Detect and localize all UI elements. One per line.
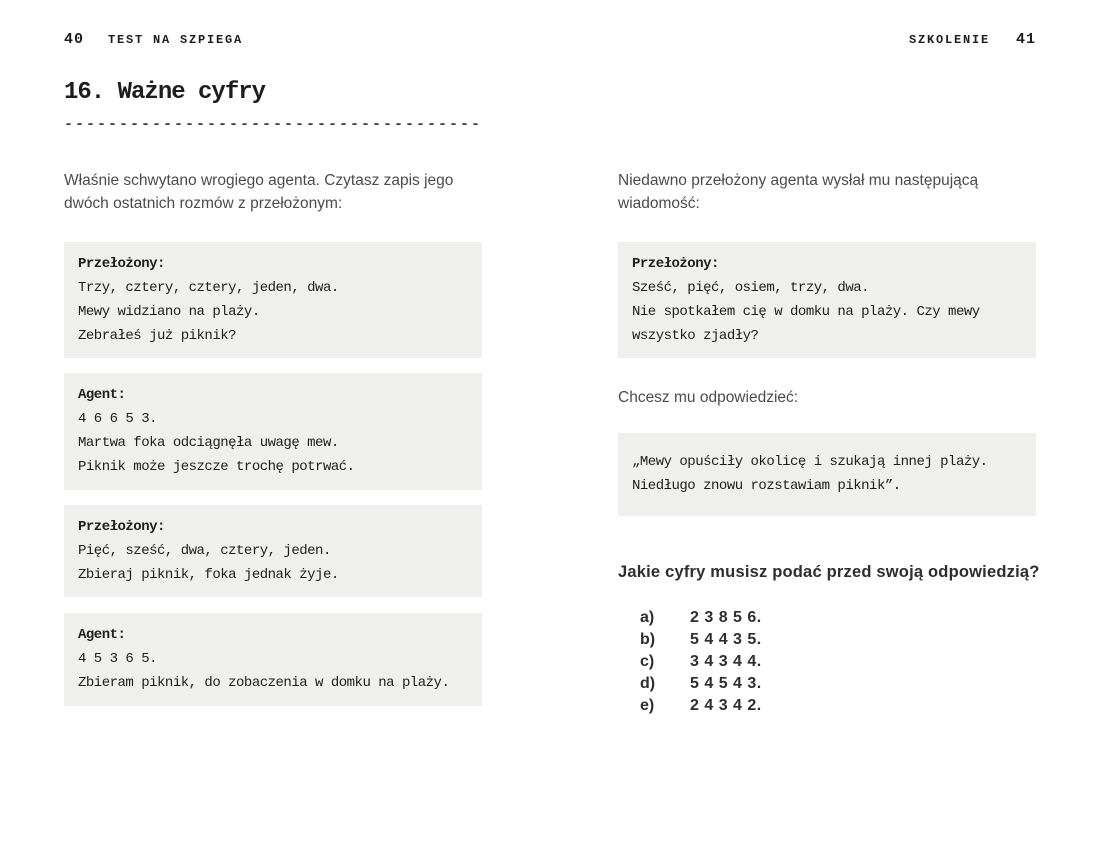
dialog-box: [64, 242, 482, 358]
dialog-line: Zebrałeś już piknik?: [78, 328, 237, 344]
option-value: 2 4 3 4 2.: [690, 697, 762, 714]
quote-line: „Mewy opuściły okolicę i szukają innej plaży.: [632, 454, 988, 470]
dialog-speaker: Przełożony:: [78, 519, 165, 535]
dialog-line: 4 6 6 5 3.: [78, 411, 158, 427]
option-label: c): [640, 653, 655, 670]
reply-prompt: Chcesz mu odpowiedzieć:: [618, 389, 799, 406]
answer-option: [640, 629, 762, 651]
chapter-title: 16. Ważne cyfry: [64, 79, 266, 106]
option-label: b): [640, 631, 656, 648]
left-running-head-label: TEST NA SZPIEGA: [108, 33, 244, 47]
left-intro-paragraph: Właśnie schwytano wrogiego agenta. Czytasz zapis jego dwóch ostatnich rozmów z przełożonym:: [64, 172, 454, 212]
dialog-speaker: Agent:: [78, 387, 126, 403]
right-running-head: [618, 31, 1036, 48]
question-text: Jakie cyfry musisz podać przed swoją odpowiedzią?: [618, 563, 1040, 581]
answer-option: [640, 673, 762, 695]
right-page-number: 41: [1015, 31, 1036, 48]
dialog-line: Mewy widziano na plaży.: [78, 304, 260, 320]
dialog-line: 4 5 3 6 5.: [78, 651, 158, 667]
dialog-speaker: Agent:: [78, 627, 126, 643]
left-running-head: [64, 31, 482, 48]
right-intro-paragraph: Niedawno przełożony agenta wysłał mu następującą wiadomość:: [618, 172, 979, 212]
dialog-box: [64, 505, 482, 597]
left-page: [64, 0, 482, 844]
right-running-head-label: SZKOLENIE: [908, 33, 990, 47]
answer-options: [640, 607, 762, 717]
option-value: 3 4 3 4 4.: [690, 653, 762, 670]
dialog-line: Zbieram piknik, do zobaczenia w domku na plaży.: [78, 675, 450, 691]
option-value: 5 4 5 4 3.: [690, 675, 762, 692]
option-label: e): [640, 697, 655, 714]
dialog-speaker: Przełożony:: [632, 256, 719, 272]
dialog-line: Sześć, pięć, osiem, trzy, dwa.: [632, 280, 870, 296]
answer-option: [640, 607, 762, 629]
option-label: d): [640, 675, 656, 692]
right-page: [618, 0, 1040, 844]
dashed-divider: --------------------------------------: [64, 116, 482, 133]
quote-line: Niedługo znowu rozstawiam piknik”.: [632, 478, 901, 494]
answer-option: [640, 695, 762, 717]
dialog-box: [64, 613, 482, 706]
dialog-line: Piknik może jeszcze trochę potrwać.: [78, 459, 355, 475]
dialog-line: Martwa foka odciągnęła uwagę mew.: [78, 435, 339, 451]
dialog-speaker: Przełożony:: [78, 256, 165, 272]
dialog-line: wszystko zjadły?: [632, 328, 759, 344]
answer-option: [640, 651, 762, 673]
dialog-line: Zbieraj piknik, foka jednak żyje.: [78, 567, 339, 583]
dialog-line: Nie spotkałem cię w domku na plaży. Czy mewy: [632, 304, 980, 320]
dialog-line: Pięć, sześć, dwa, cztery, jeden.: [78, 543, 331, 559]
option-value: 2 3 8 5 6.: [690, 609, 762, 626]
dialog-box: [618, 242, 1036, 358]
option-value: 5 4 4 3 5.: [690, 631, 762, 648]
option-label: a): [640, 609, 655, 626]
reply-quote-box: [618, 433, 1036, 516]
dialog-box: [64, 373, 482, 490]
dialog-line: Trzy, cztery, cztery, jeden, dwa.: [78, 280, 339, 296]
left-page-number: 40: [64, 31, 85, 48]
